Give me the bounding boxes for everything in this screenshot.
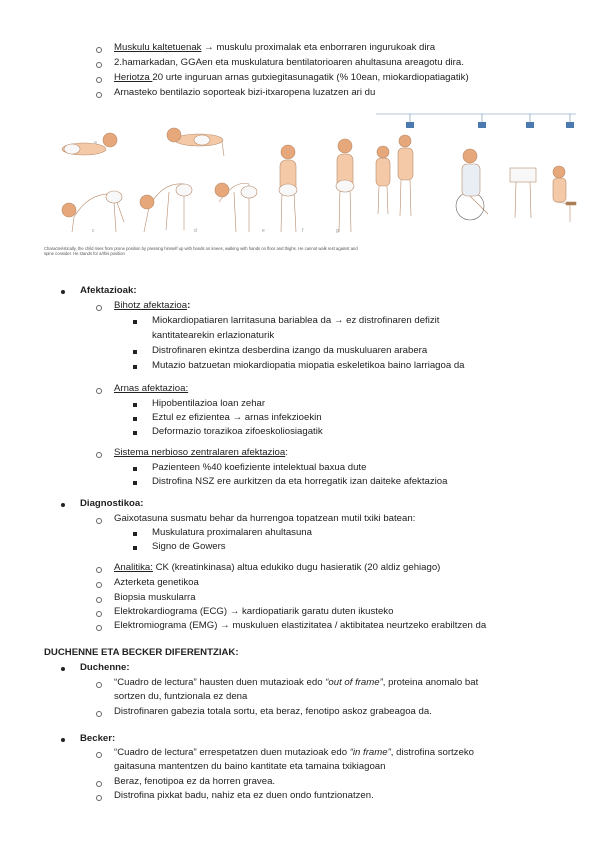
duchenne-line-1: “Cuadro de lectura” hausten duen mutazioak edo “out of frame”, proteina anomalo bat — [114, 677, 479, 688]
nerbio-item-2: Distrofina NSZ ere aurkitzen da eta horregatik izan daiteke afektazioa — [152, 476, 448, 487]
svg-text:e: e — [262, 228, 265, 234]
bullet-square — [133, 417, 137, 421]
duchenne-line-3: Distrofinaren gabezia totala sortu, eta beraz, fenotipo askoz grabeagoa da. — [114, 706, 432, 717]
bullet-circle — [96, 47, 102, 53]
diagnostikoa-item-1: Azterketa genetikoa — [114, 577, 199, 588]
bullet-circle — [96, 62, 102, 68]
bullet-circle — [96, 92, 102, 98]
bullet-square — [133, 365, 137, 369]
bihotz-item-1-cont: kantitatearekin erlazionaturik — [152, 330, 275, 341]
bullet-dot — [61, 738, 65, 742]
diagnostikoa-intro: Gaixotasuna susmatu behar da hurrengoa topatzean mutil txiki batean: — [114, 513, 416, 524]
bullet-circle — [96, 305, 102, 311]
analitika-item: Analitika: CK (kreatinkinasa) altua edukiko dugu hasieratik (20 aldiz gehiago) — [114, 562, 441, 573]
bullet-dot — [61, 290, 65, 294]
bullet-square — [133, 320, 137, 324]
bullet-circle — [96, 682, 102, 688]
bullet-square — [133, 481, 137, 485]
svg-text:g: g — [336, 228, 339, 234]
svg-text:f: f — [302, 228, 304, 234]
bullet-square — [133, 467, 137, 471]
arnas-item-2: Eztul ez efizientea → arnas infekzioekin — [152, 412, 322, 423]
nerbio-afektazioa-label: Sistema nerbioso zentralaren afektazioa: — [114, 447, 288, 458]
becker-heading: Becker: — [80, 733, 116, 744]
duchenne-line-2: sortzen du, funtzionala ez dena — [114, 691, 248, 702]
svg-text:d: d — [194, 228, 197, 234]
bullet-circle — [96, 77, 102, 83]
bullet-circle — [96, 711, 102, 717]
figure-caption: Characteristically, the child rises from prone position by pressing himself up with hands on knees, walking with hands on floor and thighs. He cannot walk rest against and spine consider. He stands for a/this position — [44, 246, 358, 256]
bullet-square — [133, 532, 137, 536]
becker-line-1: “Cuadro de lectura” errespetatzen duen mutazioak edo “in frame”, distrofina sortzeko — [114, 747, 474, 758]
bullet-circle — [96, 625, 102, 631]
bullet-square — [133, 350, 137, 354]
afektazioak-heading: Afektazioak: — [80, 285, 137, 296]
bullet-circle — [96, 452, 102, 458]
arnas-item-1: Hipobentilazioa loan zehar — [152, 398, 266, 409]
duchenne-heading: Duchenne: — [80, 662, 130, 673]
bullet-circle — [96, 567, 102, 573]
becker-line-4: Distrofina pixkat badu, nahiz eta ez duen ondo funtzionatzen. — [114, 790, 374, 801]
bullet-circle — [96, 597, 102, 603]
bullet-circle — [96, 388, 102, 394]
bihotz-item-2: Distrofinaren ekintza desberdina izango da muskuluaren arabera — [152, 345, 428, 356]
top-bullet-4: Arnasteko bentilazio soporteak bizi-itxaropena luzatzen ari du — [114, 87, 376, 98]
top-bullet-1: Muskulu kaltetuenak → muskulu proximalak eta enborraren ingurukoak dira — [114, 42, 436, 53]
bullet-circle — [96, 752, 102, 758]
bullet-circle — [96, 582, 102, 588]
disease-progression-illustration — [370, 106, 582, 230]
top-bullet-3: Heriotza 20 urte inguruan arnas gutxiegitasunagatik (% 10ean, miokardiopatiagatik) — [114, 72, 469, 83]
gowers-sign-illustration — [44, 122, 364, 247]
bullet-circle — [96, 795, 102, 801]
bullet-square — [133, 431, 137, 435]
top-bullet-2: 2.hamarkadan, GGAen eta muskulatura bentilatorioaren ahultasuna areagotu dira. — [114, 57, 464, 68]
bullet-dot — [61, 667, 65, 671]
becker-line-2: gaitasuna mantentzen du baino kantitate eta tamaina txikiagoan — [114, 761, 386, 772]
bullet-circle — [96, 781, 102, 787]
diagnostikoa-item-3: Elektrokardiograma (ECG) → kardiopatiarik garatu duten ikusteko — [114, 606, 394, 617]
arnas-afektazioa-label: Arnas afektazioa: — [114, 383, 189, 394]
bullet-dot — [61, 503, 65, 507]
diagnostikoa-sub-2: Signo de Gowers — [152, 541, 226, 552]
arnas-item-3: Deformazio torazikoa zifoeskoliosiagatik — [152, 426, 323, 437]
bullet-circle — [96, 518, 102, 524]
bihotz-item-3: Mutazio batzuetan miokardiopatia miopatia eskeletikoa baino larriagoa da — [152, 360, 465, 371]
svg-text:c: c — [92, 228, 95, 234]
bullet-square — [133, 403, 137, 407]
diagnostikoa-sub-1: Muskulatura proximalaren ahultasuna — [152, 527, 312, 538]
diagnostikoa-item-4: Elektromiograma (EMG) → muskuluen elastizitatea / aktibitatea neurtzeko erabiltzen da — [114, 620, 487, 631]
svg-text:a: a — [94, 140, 97, 146]
becker-line-3: Beraz, fenotipoa ez da horren gravea. — [114, 776, 276, 787]
diagnostikoa-heading: Diagnostikoa: — [80, 498, 144, 509]
bullet-square — [133, 546, 137, 550]
diferentziak-heading: DUCHENNE ETA BECKER DIFERENTZIAK: — [44, 647, 239, 658]
bihotz-afektazioa-label: Bihotz afektazioa: — [114, 300, 191, 311]
bullet-circle — [96, 611, 102, 617]
diagnostikoa-item-2: Biopsia muskularra — [114, 592, 196, 603]
nerbio-item-1: Pazienteen %40 koefiziente intelektual baxua dute — [152, 462, 367, 473]
bihotz-item-1: Miokardiopatiaren larritasuna bariablea da → ez distrofinaren defizit — [152, 315, 440, 326]
